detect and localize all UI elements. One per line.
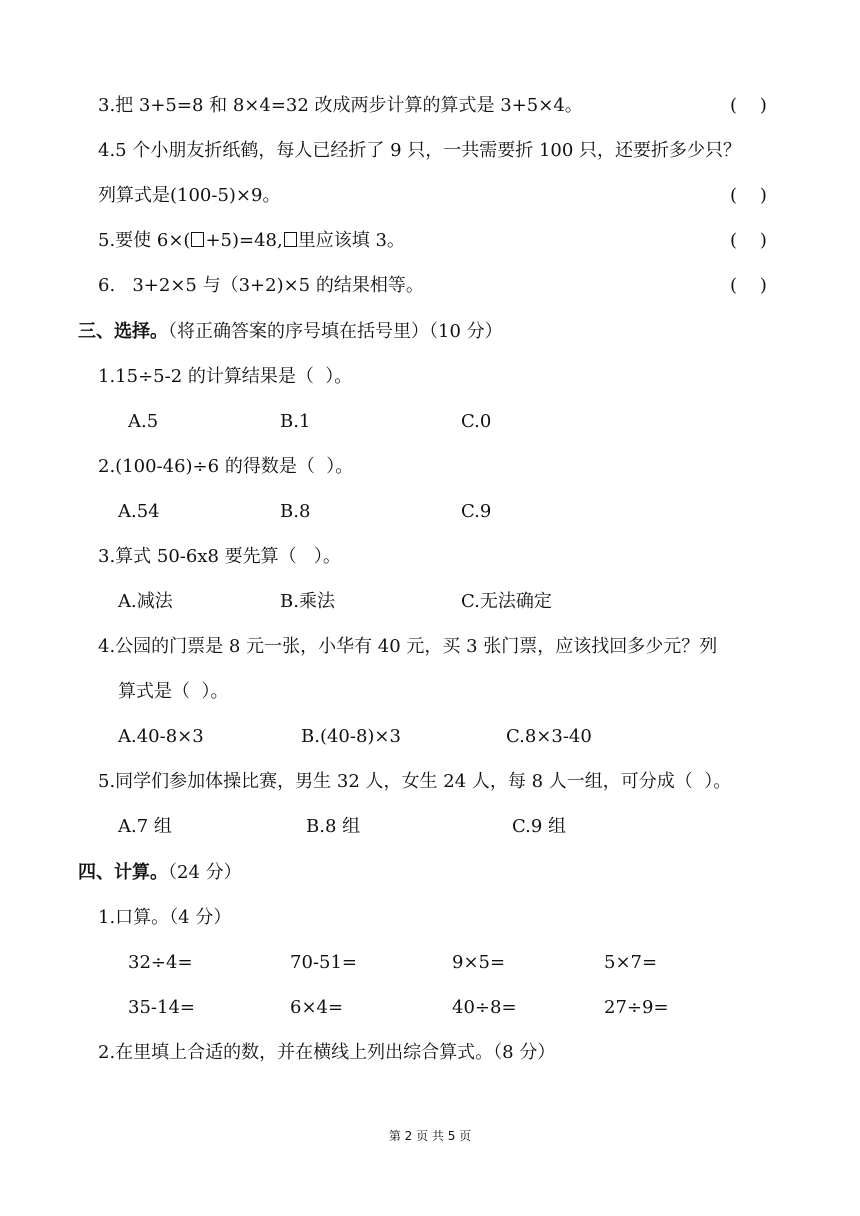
- choice-2-option-c[interactable]: C.9: [461, 501, 492, 522]
- blank-box-icon: [284, 232, 297, 247]
- choice-question-4-line2: 算式是（ ）。: [118, 681, 229, 702]
- section-3-heading: [78, 320, 503, 344]
- blank-box-icon: [191, 232, 204, 247]
- oral-calc-item[interactable]: 27÷9=: [604, 997, 669, 1018]
- section-4-title: 四、计算。: [78, 862, 168, 883]
- choice-question-4: 4.公园的门票是 8 元一张，小华有 40 元，买 3 张门票，应该找回多少元？列: [98, 636, 718, 657]
- calc-subsection-1: 1.口算。（4 分）: [98, 907, 232, 928]
- oral-calc-item[interactable]: 35-14=: [128, 997, 195, 1018]
- choice-question-5: 5.同学们参加体操比赛，男生 32 人，女生 24 人，每 8 人一组，可分成（ ）。: [98, 771, 732, 792]
- choice-2-option-b[interactable]: B.8: [280, 501, 311, 522]
- choice-1-option-a[interactable]: A.5: [128, 411, 159, 432]
- page-footer: 第 2 页 共 5 页: [388, 1129, 472, 1143]
- judge-question-3: 3.把 3+5=8 和 8×4=32 改成两步计算的算式是 3+5×4。: [98, 95, 583, 116]
- choice-3-option-c[interactable]: C.无法确定: [461, 591, 552, 612]
- judge-question-4-line2: 列算式是(100-5)×9。: [98, 185, 281, 206]
- choice-5-option-c[interactable]: C.9 组: [512, 816, 567, 837]
- choice-3-option-b[interactable]: B.乘法: [280, 591, 335, 612]
- answer-paren-5[interactable]: ( ): [730, 230, 767, 251]
- choice-3-option-a[interactable]: A.减法: [118, 591, 173, 612]
- section-4-note: （24 分）: [168, 862, 242, 883]
- oral-calc-item[interactable]: 5×7=: [604, 952, 658, 973]
- section-3-title: 三、选择。: [78, 321, 168, 342]
- judge-question-6: 6. 3+2×5 与（3+2)×5 的结果相等。: [98, 275, 424, 296]
- answer-paren-3[interactable]: ( ): [730, 95, 767, 116]
- answer-paren-4[interactable]: ( ): [730, 185, 767, 206]
- choice-4-option-c[interactable]: C.8×3-40: [506, 726, 592, 747]
- choice-5-option-b[interactable]: B.8 组: [306, 816, 361, 837]
- answer-paren-6[interactable]: ( ): [730, 275, 767, 296]
- choice-4-option-b[interactable]: B.(40-8)×3: [301, 726, 401, 747]
- choice-1-option-c[interactable]: C.0: [461, 411, 492, 432]
- choice-question-1: 1.15÷5-2 的计算结果是（ ）。: [98, 366, 353, 387]
- section-4-heading: [78, 861, 242, 885]
- calc-subsection-2: 2.在里填上合适的数，并在横线上列出综合算式。（8 分）: [98, 1042, 556, 1063]
- choice-4-option-a[interactable]: A.40-8×3: [118, 726, 204, 747]
- choice-2-option-a[interactable]: A.54: [118, 501, 160, 522]
- q5-text-before: 5.要使 6×(: [98, 230, 191, 251]
- oral-calc-item[interactable]: 70-51=: [290, 952, 357, 973]
- judge-question-5: [98, 229, 405, 253]
- choice-1-option-b[interactable]: B.1: [280, 411, 311, 432]
- q5-text-after: 里应该填 3。: [297, 230, 405, 251]
- choice-5-option-a[interactable]: A.7 组: [118, 816, 172, 837]
- choice-question-3: 3.算式 50-6x8 要先算（ ）。: [98, 546, 341, 567]
- oral-calc-item[interactable]: 6×4=: [290, 997, 344, 1018]
- choice-question-2: 2.(100-46)÷6 的得数是（ ）。: [98, 456, 354, 477]
- oral-calc-item[interactable]: 32÷4=: [128, 952, 193, 973]
- section-3-note: （将正确答案的序号填在括号里）（10 分）: [168, 321, 503, 342]
- oral-calc-item[interactable]: 40÷8=: [452, 997, 517, 1018]
- judge-question-4: 4.5 个小朋友折纸鹤，每人已经折了 9 只，一共需要折 100 只，还要折多少只？: [98, 140, 742, 161]
- q5-text-mid: +5)=48,: [205, 230, 283, 251]
- oral-calc-item[interactable]: 9×5=: [452, 952, 506, 973]
